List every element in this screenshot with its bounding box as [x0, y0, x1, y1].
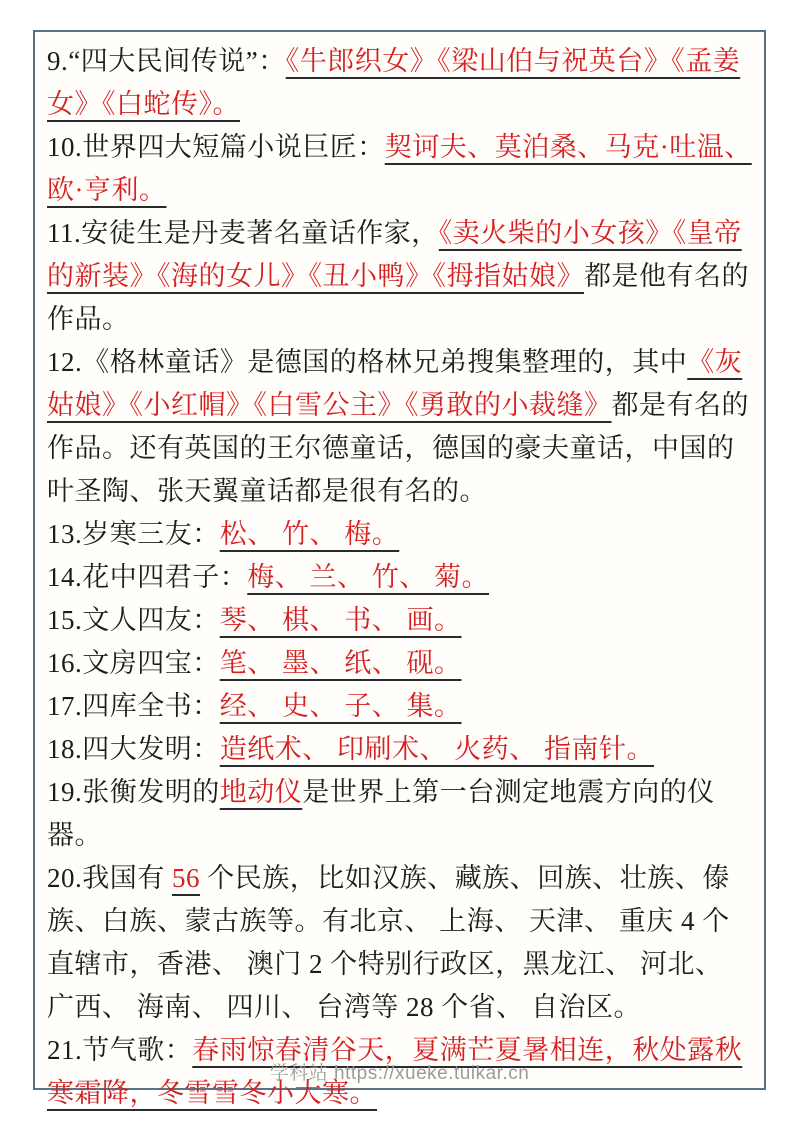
list-item — [47, 728, 752, 771]
list-item — [47, 40, 752, 126]
question-text: 18.四大发明： — [47, 734, 220, 764]
question-text: 19.张衡发明的 — [47, 777, 220, 807]
list-item — [47, 685, 752, 728]
question-text: 都是他有名的作品。 — [47, 261, 749, 334]
question-text: 15.文人四友： — [47, 605, 220, 635]
answer-text: 56 — [172, 863, 200, 893]
answer-text: 春雨惊春清谷天，夏满芒夏暑相连，秋处露秋寒霜降，冬雪雪冬小大寒。 — [47, 1035, 743, 1108]
answer-text: 造纸术、 印刷术、 火药、 指南针。 — [219, 734, 654, 764]
list-item — [47, 857, 752, 1029]
answer-text: 契诃夫、莫泊桑、马克·吐温、欧·亨利。 — [47, 132, 752, 205]
answer-text: 《牛郎织女》《梁山伯与祝英台》《孟姜女》《白蛇传》。 — [47, 46, 741, 119]
question-text: 10.世界四大短篇小说巨匠： — [47, 132, 385, 162]
answer-text: 笔、 墨、 纸、 砚。 — [219, 648, 462, 678]
page-border-frame — [33, 30, 766, 1108]
list-item — [47, 341, 752, 513]
question-text: 都是有名的作品。还有英国的王尔德童话，德国的豪夫童话，中国的叶圣陶、张天翼童话都是很有名的。 — [47, 390, 749, 506]
answer-text: 梅、 兰、 竹、 菊。 — [247, 562, 489, 592]
question-text: 14.花中四君子： — [47, 562, 248, 592]
list-item — [47, 771, 752, 857]
footer-watermark: 学科站 https://xueke.tuikar.cn — [269, 1063, 530, 1084]
items-list — [35, 32, 764, 1115]
list-item — [47, 212, 752, 341]
list-item — [47, 556, 752, 599]
answer-text: 经、 史、 子、 集。 — [219, 691, 462, 721]
question-text: 20.我国有 — [47, 863, 172, 893]
question-text: 12.《格林童话》是德国的格林兄弟搜集整理的，其中 — [47, 347, 688, 377]
answer-text: 《卖火柴的小女孩》《皇帝的新装》《海的女儿》《丑小鸭》《拇指姑娘》 — [47, 218, 742, 291]
question-text: 11.安徒生是丹麦著名童话作家， — [47, 218, 439, 248]
list-item — [47, 642, 752, 685]
question-text: 13.岁寒三友： — [47, 519, 220, 549]
question-text: 是世界上第一台测定地震方向的仪器。 — [47, 777, 715, 850]
question-text: 16.文房四宝： — [47, 648, 220, 678]
answer-text: 琴、 棋、 书、 画。 — [219, 605, 462, 635]
answer-text: 松、 竹、 梅。 — [219, 519, 400, 549]
question-text: 个民族，比如汉族、藏族、回族、壮族、傣族、白族、蒙古族等。有北京、 上海、 天津、 重庆 4 个直辖市，香港、 澳门 2 个特别行政区，黑龙江、 河北、 广西、 海南、 四川、 台湾等 28 个省、 自治区。 — [47, 863, 730, 1022]
answer-text: 《灰姑娘》《小红帽》《白雪公主》《勇敢的小裁缝》 — [47, 347, 743, 420]
question-text: 21.节气歌： — [47, 1035, 193, 1065]
list-item — [47, 513, 752, 556]
answer-text: 地动仪 — [219, 777, 303, 807]
list-item — [47, 599, 752, 642]
question-text: 9.“四大民间传说”： — [47, 46, 286, 76]
list-item — [47, 126, 752, 212]
question-text: 17.四库全书： — [47, 691, 220, 721]
